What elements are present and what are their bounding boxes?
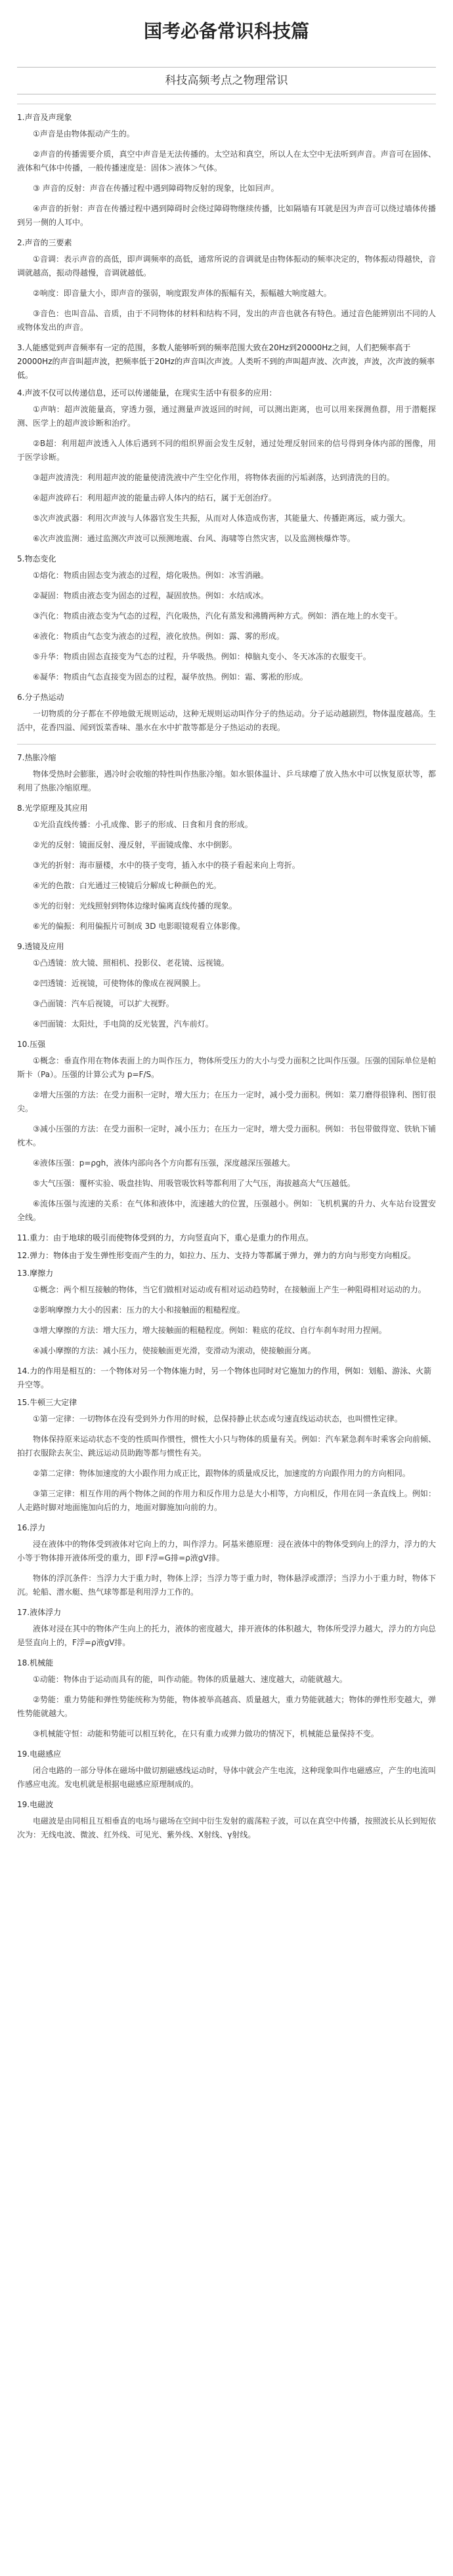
paragraph: ①概念：垂直作用在物体表面上的力叫作压力，物体所受压力的大小与受力面积之比叫作压强。压强的国际单位是帕斯卡（Pa）。压强的计算公式为 p=F/S。	[17, 1056, 436, 1079]
paragraph: ③第三定律：相互作用的两个物体之间的作用力和反作用力总是大小相等，方向相反，作用在同一条直线上。例如：人走路时脚对地面施加向后的力，地面对脚施加向前的力。	[17, 1489, 436, 1512]
paragraph: ②势能：重力势能和弹性势能统称为势能，物体被举高越高、质量越大，重力势能就越大；物体的弹性形变越大，弹性势能就越大。	[17, 1695, 436, 1718]
paragraph: 闭合电路的一部分导体在磁场中做切割磁感线运动时，导体中就会产生电流，这种现象叫作电磁感应，产生的电流叫作感应电流。发电机就是根据电磁感应原理制成的。	[17, 1766, 436, 1789]
page-subtitle: 科技高频考点之物理常识	[165, 74, 288, 87]
paragraph: ②响度：即音量大小，即声音的强弱，响度跟发声体的振幅有关，振幅越大响度越大。	[33, 289, 332, 298]
paragraph: ①动能：物体由于运动而具有的能，叫作动能。物体的质量越大、速度越大，动能就越大。	[33, 1675, 347, 1684]
paragraph: ⑤大气压强：覆杯实验、吸盘挂钩、用吸管吸饮料等都利用了大气压，海拔越高大气压越低。	[33, 1179, 355, 1188]
paragraph: ③机械能守恒：动能和势能可以相互转化，在只有重力或弹力做功的情况下，机械能总量保持不变。	[33, 1729, 379, 1738]
section-heading: 1.声音及声现象	[17, 113, 72, 122]
paragraph: ①概念：两个相互接触的物体，当它们做相对运动或有相对运动趋势时，在接触面上产生一种阻碍相对运动的力。	[33, 1285, 426, 1294]
paragraph: 浸在液体中的物体受到液体对它向上的力，叫作浮力。阿基米德原理：浸在液体中的物体受到向上的浮力，浮力的大小等于物体排开液体所受的重力，即 F浮=G排=ρ液gV排。	[17, 1540, 436, 1563]
paragraph: ④光的色散：白光通过三棱镜后分解成七种颜色的光。	[33, 881, 221, 890]
paragraph: 物体保持原来运动状态不变的性质叫作惯性，惯性大小只与物体的质量有关。例如：汽车紧急刹车时乘客会向前倾、拍打衣服除去灰尘、跳远运动员助跑等都与惯性有关。	[17, 1435, 436, 1458]
paragraph: ①光沿直线传播：小孔成像、影子的形成、日食和月食的形成。	[33, 820, 253, 829]
paragraph: ①凸透镜：放大镜、照相机、投影仪、老花镜、远视镜。	[33, 958, 229, 968]
paragraph: ②声音的传播需要介质，真空中声音是无法传播的。太空站和真空，所以人在太空中无法听到声音。声音可在固体、液体和气体中传播，一般传播速度是：固体＞液体＞气体。	[17, 150, 436, 173]
paragraph: ⑤升华：物质由固态直接变为气态的过程，升华吸热。例如：樟脑丸变小、冬天冰冻的衣服变干。	[33, 652, 371, 661]
article-content	[17, 111, 436, 1842]
paragraph: ④超声波碎石：利用超声波的能量击碎人体内的结石，属于无创治疗。	[33, 493, 276, 502]
paragraph: 电磁波是由同相且互相垂直的电场与磁场在空间中衍生发射的震荡粒子波，可以在真空中传播，按照波长从长到短依次为：无线电波、微波、红外线、可见光、紫外线、X射线、γ射线。	[17, 1816, 436, 1839]
paragraph: ⑥光的偏振：利用偏振片可制成 3D 电影眼镜观看立体影像。	[33, 922, 246, 931]
paragraph: ③超声波清洗：利用超声波的能量使清洗液中产生空化作用，将物体表面的污垢剥落，达到清洗的目的。	[33, 473, 395, 482]
section-heading: 13.摩擦力	[17, 1269, 54, 1278]
paragraph: ③汽化：物质由液态变为气态的过程，汽化吸热，汽化有蒸发和沸腾两种方式。例如：洒在地上的水变干。	[33, 611, 402, 621]
paragraph: ⑤光的衍射：光线照射到物体边缘时偏离直线传播的现象。	[33, 901, 237, 910]
paragraph: ③ 声音的反射：声音在传播过程中遇到障碍物反射的现象，比如回声。	[33, 184, 279, 193]
section-heading: 6.分子热运动	[17, 693, 64, 702]
section-heading: 3.人能感觉到声音频率有一定的范围，多数人能够听到的频率范围大致在20Hz到20000Hz之间，人们把频率高于20000Hz的声音叫超声波，把频率低于20Hz的声音叫次声波。人类听不到的声叫超声波、次声波，声波，次声波的频率低。	[17, 343, 435, 380]
paragraph: 液体对浸在其中的物体产生向上的托力，液体的密度越大，排开液体的体积越大，物体所受浮力越大，浮力的方向总是竖直向上的，F浮=ρ液gV排。	[17, 1624, 436, 1647]
section-heading: 7.热胀冷缩	[17, 753, 56, 762]
paragraph: ④液化：物质由气态变为液态的过程，液化放热。例如：露、雾的形成。	[33, 632, 284, 641]
paragraph: ①声呐：超声波能量高，穿透力强，通过测量声波返回的时间，可以测出距离，也可以用来探测鱼群，用于潜艇探测、医学上的超声波诊断和治疗。	[17, 405, 436, 428]
page-title: 国考必备常识科技篇	[143, 20, 309, 42]
paragraph: ①音调：表示声音的高低，即声调频率的高低，通常所说的音调就是由物体振动的频率决定的，物体振动得越快，音调就越高，振动得越慢，音调就越低。	[17, 255, 436, 277]
paragraph: ②影响摩擦力大小的因素：压力的大小和接触面的粗糙程度。	[33, 1305, 245, 1315]
paragraph: ①声音是由物体振动产生的。	[33, 129, 135, 138]
paragraph: ④声音的折射：声音在传播过程中遇到障碍时会绕过障碍物继续传播，比如隔墙有耳就是因为声音可以绕过墙体传播到另一侧的人耳中。	[17, 204, 436, 227]
paragraph: ②B超：利用超声波透入人体后遇到不同的组织界面会发生反射，通过处理反射回来的信号得到身体内部的图像，用于医学诊断。	[17, 439, 436, 462]
paragraph: 物体受热时会膨胀，遇冷时会收缩的特性叫作热胀冷缩。如水银体温计、乒乓球瘪了放入热水中可以恢复原状等，都利用了热胀冷缩原理。	[17, 769, 436, 792]
paragraph: ②凹透镜：近视镜，可使物体的像成在视网膜上。	[33, 979, 205, 988]
paragraph: ⑥流体压强与流速的关系：在气体和液体中，流速越大的位置，压强越小。例如：飞机机翼的升力、火车站台设置安全线。	[17, 1199, 436, 1222]
paragraph: 物体的浮沉条件：当浮力大于重力时，物体上浮；当浮力等于重力时，物体悬浮或漂浮；当浮力小于重力时，物体下沉。轮船、潜水艇、热气球等都是利用浮力工作的。	[17, 1574, 436, 1597]
paragraph: ①第一定律：一切物体在没有受到外力作用的时候，总保持静止状态或匀速直线运动状态，也叫惯性定律。	[33, 1414, 402, 1423]
paragraph: ②增大压强的方法：在受力面积一定时，增大压力；在压力一定时，减小受力面积。例如：菜刀磨得很锋利、图钉很尖。	[17, 1090, 436, 1113]
section-heading: 14.力的作用是相互的：一个物体对另一个物体施力时，另一个物体也同时对它施加力的作用，例如：划船、游泳、火箭升空等。	[17, 1366, 432, 1389]
paragraph: ②光的反射：镜面反射、漫反射，平面镜成像、水中倒影。	[33, 840, 237, 849]
section-heading: 2.声音的三要素	[17, 238, 72, 247]
section-heading: 19.电磁波	[17, 1800, 54, 1809]
paragraph: ③增大摩擦的方法：增大压力，增大接触面的粗糙程度。例如：鞋底的花纹、自行车刹车时用力捏闸。	[33, 1326, 387, 1335]
section-heading: 16.浮力	[17, 1523, 46, 1532]
paragraph: ③减小压强的方法：在受力面积一定时，减小压力；在压力一定时，增大受力面积。例如：书包带做得宽、铁轨下铺枕木。	[17, 1124, 436, 1147]
paragraph: ⑥次声波监测：通过监测次声波可以预测地震、台风、海啸等自然灾害，以及监测核爆炸等。	[33, 534, 355, 543]
paragraph: ②凝固：物质由液态变为固态的过程，凝固放热。例如：水结成冰。	[33, 591, 269, 600]
paragraph: ③光的折射：海市蜃楼，水中的筷子变弯，插入水中的筷子看起来向上弯折。	[33, 861, 300, 870]
section-heading: 18.机械能	[17, 1658, 54, 1667]
paragraph: ④液体压强：p=ρgh，液体内部向各个方向都有压强，深度越深压强越大。	[33, 1158, 295, 1168]
paragraph: ③凸面镜：汽车后视镜，可以扩大视野。	[33, 999, 174, 1008]
section-heading: 5.物态变化	[17, 554, 56, 563]
section-heading: 4.声波不仅可以传递信息，还可以传递能量，在现实生活中有很多的应用：	[17, 388, 277, 398]
paragraph: ③音色：也叫音品、音质，由于不同物体的材料和结构不同，发出的声音也就各有特色。通过音色能辨别出不同的人或物体发出的声音。	[17, 309, 436, 332]
section-heading: 11.重力：由于地球的吸引而使物体受到的力，方向竖直向下，重心是重力的作用点。	[17, 1233, 314, 1242]
paragraph: ④减小摩擦的方法：减小压力，使接触面更光滑，变滑动为滚动，使接触面分离。	[33, 1346, 316, 1355]
section-heading: 9.透镜及应用	[17, 942, 64, 951]
paragraph: ①熔化：物质由固态变为液态的过程，熔化吸热。例如：冰雪消融。	[33, 571, 269, 580]
subtitle-bar	[17, 67, 436, 94]
paragraph: ⑥凝华：物质由气态直接变为固态的过程，凝华放热。例如：霜、雾凇的形成。	[33, 672, 308, 682]
paragraph: ②第二定律：物体加速度的大小跟作用力成正比，跟物体的质量成反比，加速度的方向跟作用力的方向相同。	[33, 1469, 410, 1478]
section-heading: 17.液体浮力	[17, 1608, 62, 1617]
section-heading: 8.光学原理及其应用	[17, 804, 88, 813]
paragraph: ⑤次声波武器：利用次声波与人体器官发生共振，从而对人体造成伤害，其能量大、传播距离远，威力强大。	[33, 514, 410, 523]
divider	[17, 744, 436, 745]
section-heading: 19.电磁感应	[17, 1749, 62, 1759]
section-heading: 10.压强	[17, 1040, 46, 1049]
paragraph: 一切物质的分子都在不停地做无规则运动，这种无规则运动叫作分子的热运动。分子运动越剧烈，物体温度越高。生活中，花香四溢、闻到饭菜香味、墨水在水中扩散等都是分子热运动的表现。	[17, 709, 436, 732]
section-heading: 12.弹力：物体由于发生弹性形变而产生的力，如拉力、压力、支持力等都属于弹力，弹力的方向与形变方向相反。	[17, 1251, 416, 1260]
section-heading: 15.牛顿三大定律	[17, 1398, 77, 1407]
paragraph: ④凹面镜：太阳灶，手电筒的反光装置，汽车前灯。	[33, 1019, 213, 1029]
